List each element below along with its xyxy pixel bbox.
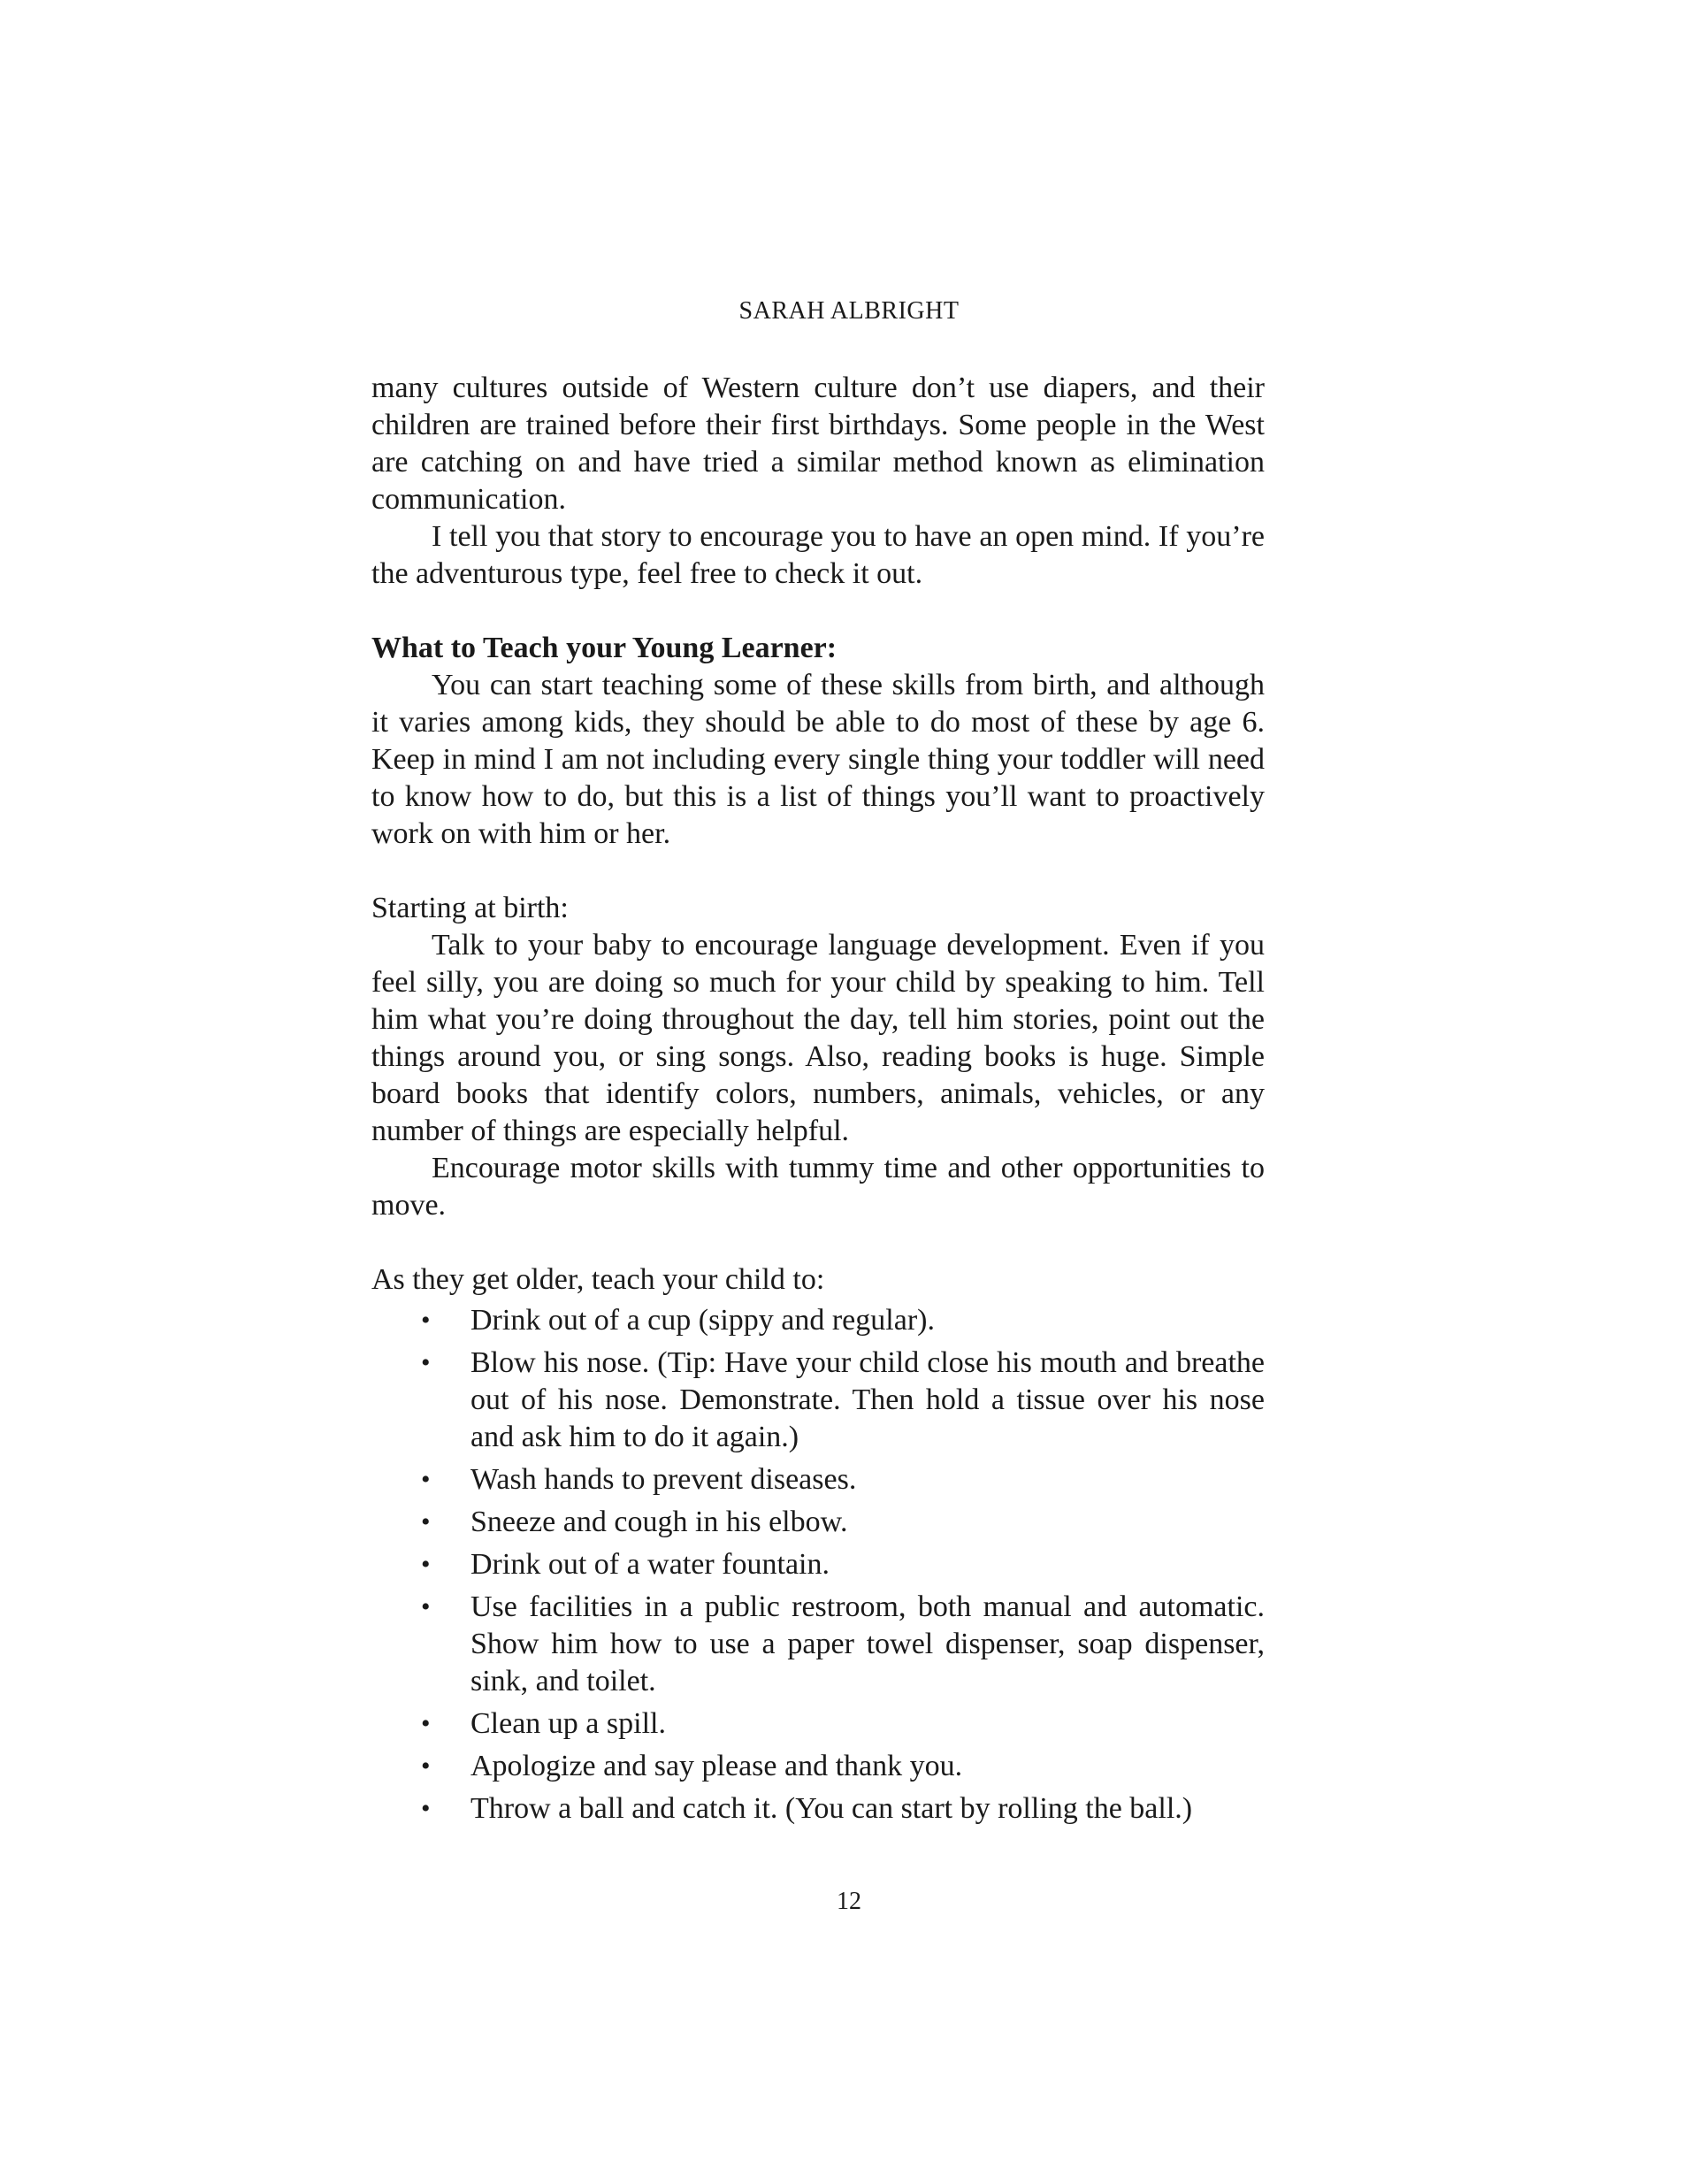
list-item-text: Wash hands to prevent diseases. (470, 1463, 857, 1496)
bullet-icon: • (421, 1465, 431, 1494)
list-item (371, 1546, 1265, 1583)
paragraph-continuation: many cultures outside of Western culture don’t use diapers, and their children are trained before their first birthdays. Some people in the West are catching on and have tried a similar method known as elimination communication. (371, 372, 1265, 516)
list-item-text: Drink out of a cup (sippy and regular). (470, 1304, 935, 1337)
section-heading: What to Teach your Young Learner: (371, 632, 838, 664)
bullet-icon: • (421, 1348, 431, 1377)
list-item-text: Drink out of a water fountain. (470, 1548, 830, 1581)
bullet-icon: • (421, 1507, 431, 1536)
bullet-icon: • (421, 1550, 431, 1579)
paragraph-open-mind: I tell you that story to encourage you to have an open mind. If you’re the adventurous type, feel free to check it out. (371, 520, 1265, 590)
running-head: SARAH ALBRIGHT (738, 297, 960, 325)
list-item-text: Use facilities in a public restroom, both manual and automatic. Show him how to use a paper towel dispenser, soap dispenser, sink, and toilet. (470, 1590, 1265, 1697)
paragraph-gap (371, 1224, 1265, 1261)
page-number: 12 (837, 1888, 861, 1915)
bullet-icon: • (421, 1794, 431, 1823)
list-item (371, 1705, 1265, 1743)
paragraph-gap (371, 853, 1265, 890)
list-item-text: Sneeze and cough in his elbow. (470, 1506, 848, 1538)
list-item (371, 1461, 1265, 1498)
bullet-icon: • (421, 1751, 431, 1781)
bullet-icon: • (421, 1592, 431, 1621)
list-item (371, 1504, 1265, 1541)
list-item-text: Blow his nose. (Tip: Have your child close his mouth and breathe out of his nose. Demonstrate. Then hold a tissue over his nose and ask him to do it again.) (470, 1346, 1265, 1453)
paragraph-gap (371, 593, 1265, 630)
bullet-icon: • (421, 1709, 431, 1738)
subheading-starting-at-birth: Starting at birth: (371, 892, 569, 924)
list-item-text: Throw a ball and catch it. (You can start by rolling the ball.) (470, 1792, 1193, 1825)
list-item (371, 1748, 1265, 1785)
list-item (371, 1790, 1265, 1828)
bullet-icon: • (421, 1306, 431, 1335)
list-item (371, 1302, 1265, 1339)
paragraph-talk-to-baby: Talk to your baby to encourage language development. Even if you feel silly, you are doing so much for your child by speaking to him. Tell him what you’re doing throughout the day, tell him stories, point out the things around you, or sing songs. Also, reading books is huge. Simple board books that identify colors, numbers, animals, vehicles, or any number of things are especially helpful. (371, 929, 1265, 1147)
list-item (371, 1345, 1265, 1456)
paragraph-intro: You can start teaching some of these skills from birth, and although it varies among kids, they should be able to do most of these by age 6. Keep in mind I am not including every single thing your toddler will need to know how to do, but this is a list of things you’ll want to proactively work on with him or her. (371, 669, 1265, 850)
list-item (371, 1589, 1265, 1700)
list-item-text: Apologize and say please and thank you. (470, 1750, 963, 1782)
skills-list (371, 1302, 1265, 1828)
subheading-as-they-get-older: As they get older, teach your child to: (371, 1263, 825, 1296)
list-item-text: Clean up a spill. (470, 1707, 666, 1740)
body-text (371, 370, 1265, 1833)
paragraph-motor-skills: Encourage motor skills with tummy time and other opportunities to move. (371, 1152, 1265, 1222)
